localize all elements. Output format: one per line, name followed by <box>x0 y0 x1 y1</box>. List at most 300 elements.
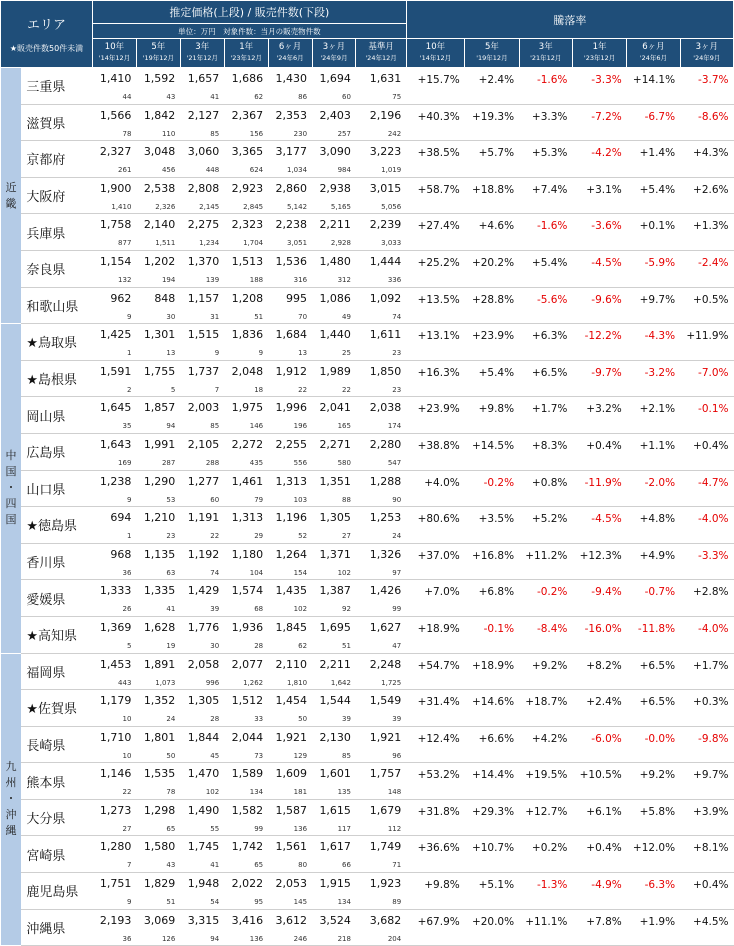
price-cell <box>180 799 224 836</box>
price-value: 1,574 <box>231 584 264 598</box>
price-cell <box>356 799 406 836</box>
price-value: 1,410 <box>99 72 132 85</box>
table-row <box>1 214 734 251</box>
col-sublabel: '21年12月 <box>186 54 218 62</box>
price-value: 1,535 <box>143 767 176 781</box>
change-rate-cell: +12.4% <box>406 726 465 763</box>
price-cell <box>93 214 137 251</box>
change-rate-cell: -9.4% <box>572 580 626 617</box>
col-label: 1年 <box>592 42 607 52</box>
change-rate-cell: -3.7% <box>680 68 733 105</box>
col-label: 3年 <box>538 42 553 52</box>
price-value: 1,566 <box>99 108 132 122</box>
price-cell <box>312 141 356 178</box>
change-rate-cell: +11.2% <box>519 543 572 580</box>
region-char: ・ <box>5 481 17 495</box>
prefecture-name: 熊本県 <box>21 763 92 800</box>
price-value: 1,776 <box>187 620 220 634</box>
change-rate-cell: -4.0% <box>680 616 733 653</box>
price-cell <box>224 763 268 800</box>
region-label <box>1 324 22 653</box>
price-value: 1,591 <box>99 364 132 378</box>
price-cell <box>224 690 268 727</box>
listing-count: 55 <box>210 824 220 833</box>
region-label <box>1 68 22 324</box>
price-value: 1,208 <box>231 291 264 305</box>
price-cell <box>224 433 268 470</box>
price-value: 1,369 <box>99 620 132 634</box>
listing-count: 230 <box>293 129 308 138</box>
listing-count: 1,511 <box>155 239 176 248</box>
change-rate-cell: -1.3% <box>519 873 572 910</box>
change-rate-cell: -8.6% <box>680 104 733 141</box>
listing-count: 30 <box>166 312 176 321</box>
listing-count: 74 <box>210 568 220 577</box>
price-cell <box>180 360 224 397</box>
listing-count: 75 <box>392 93 402 101</box>
price-value: 1,936 <box>231 620 264 634</box>
change-rate-cell: +3.2% <box>572 397 626 434</box>
price-value: 1,544 <box>319 694 351 708</box>
price-value: 1,758 <box>99 218 132 232</box>
price-cell <box>93 726 137 763</box>
listing-count: 33 <box>254 715 264 724</box>
price-cell <box>136 470 180 507</box>
price-value: 1,745 <box>187 840 220 854</box>
change-rate-cell: +36.6% <box>406 836 465 873</box>
price-cell <box>93 580 137 617</box>
price-cell <box>356 177 406 214</box>
price-value: 1,921 <box>275 730 308 744</box>
listing-count: 246 <box>293 934 308 943</box>
listing-count: 10 <box>122 715 132 724</box>
change-rate-cell: +3.3% <box>519 104 572 141</box>
price-cell <box>356 397 406 434</box>
price-cell <box>180 104 224 141</box>
price-cell <box>268 141 312 178</box>
listing-count: 31 <box>210 312 220 321</box>
prefecture-name: 香川県 <box>21 543 92 580</box>
price-cell <box>356 763 406 800</box>
change-rate-cell: +18.8% <box>465 177 519 214</box>
change-rate-cell: -6.0% <box>572 726 626 763</box>
listing-count: 580 <box>337 458 351 467</box>
change-rate-cell: +31.4% <box>406 690 465 727</box>
listing-count: 41 <box>166 605 176 614</box>
price-value: 1,146 <box>99 767 132 781</box>
price-cell <box>224 799 268 836</box>
price-value: 1,845 <box>275 620 308 634</box>
change-rate-cell: -1.6% <box>519 68 572 105</box>
price-value: 1,490 <box>187 803 220 817</box>
listing-count: 45 <box>210 751 220 760</box>
listing-count: 448 <box>205 166 220 175</box>
listing-count: 2,326 <box>155 202 176 211</box>
listing-count: 22 <box>122 788 132 797</box>
change-rate-cell: -2.4% <box>680 250 733 287</box>
change-rate-cell: +10.7% <box>465 836 519 873</box>
listing-count: 78 <box>166 788 176 797</box>
price-cell <box>312 177 356 214</box>
prefecture-name: 宮崎県 <box>21 836 92 873</box>
change-rate-cell: +4.5% <box>680 909 733 946</box>
change-rate-cell: +2.4% <box>572 690 626 727</box>
price-cell <box>136 177 180 214</box>
change-rate-cell: -1.6% <box>519 214 572 251</box>
price-value: 3,060 <box>187 145 220 159</box>
prefecture-name: 福岡県 <box>21 653 92 690</box>
price-value: 2,923 <box>231 181 264 195</box>
change-rate-cell: +13.1% <box>406 324 465 361</box>
listing-count: 196 <box>293 422 308 431</box>
price-cell <box>356 580 406 617</box>
listing-count: 43 <box>166 861 176 870</box>
price-value: 2,353 <box>275 108 308 122</box>
listing-count: 51 <box>254 312 264 321</box>
price-value: 1,512 <box>231 694 264 708</box>
change-rate-cell: -6.3% <box>627 873 680 910</box>
price-value: 3,090 <box>319 145 351 159</box>
price-cell <box>224 68 268 105</box>
price-cell <box>312 653 356 690</box>
listing-count: 110 <box>161 129 176 138</box>
col-sublabel: '21年12月 <box>530 54 562 62</box>
table-row <box>1 690 734 727</box>
col-label: 基準月 <box>368 42 394 52</box>
listing-count: 30 <box>210 641 220 650</box>
change-rate-cell: +14.1% <box>627 68 680 105</box>
table-row <box>1 470 734 507</box>
price-cell <box>312 616 356 653</box>
change-rate-cell: +13.5% <box>406 287 465 324</box>
change-rate-cell: +40.3% <box>406 104 465 141</box>
price-value: 2,053 <box>275 877 308 891</box>
price-cell <box>136 104 180 141</box>
price-cell <box>180 287 224 324</box>
listing-count: 23 <box>392 349 402 358</box>
change-rate-cell: -7.2% <box>572 104 626 141</box>
listing-count: 3,051 <box>286 239 308 248</box>
price-cell <box>93 68 137 105</box>
price-cell <box>312 104 356 141</box>
change-rate-cell: +7.4% <box>519 177 572 214</box>
col-sublabel: '14年12月 <box>98 54 131 62</box>
listing-count: 62 <box>254 93 264 101</box>
change-rate-cell: +38.5% <box>406 141 465 178</box>
change-rate-cell: -9.7% <box>572 360 626 397</box>
table-row <box>1 580 734 617</box>
price-cell <box>268 580 312 617</box>
price-value: 1,454 <box>275 694 308 708</box>
listing-count: 39 <box>342 715 351 724</box>
table-row <box>1 543 734 580</box>
change-rate-cell: -4.0% <box>680 507 733 544</box>
change-rate-cell: +9.2% <box>627 763 680 800</box>
prefecture-name: 奈良県 <box>21 250 92 287</box>
col-label: 6ヶ月 <box>642 42 665 52</box>
price-value: 1,238 <box>99 474 132 488</box>
prefecture-name: 京都府 <box>21 141 92 178</box>
price-value: 3,048 <box>143 145 176 159</box>
change-rate-cell: -0.2% <box>519 580 572 617</box>
listing-count: 73 <box>254 751 264 760</box>
change-rate-cell: +6.5% <box>627 690 680 727</box>
change-rate-cell: +18.9% <box>406 616 465 653</box>
listing-count: 43 <box>166 93 176 101</box>
price-value: 1,915 <box>319 877 351 891</box>
price-cell <box>93 543 137 580</box>
price-cell <box>312 360 356 397</box>
price-cell <box>224 836 268 873</box>
prefecture-name: 沖縄県 <box>21 909 92 946</box>
price-cell <box>180 470 224 507</box>
change-rate-cell: +6.1% <box>572 799 626 836</box>
table-row <box>1 726 734 763</box>
change-rate-cell: +18.9% <box>465 653 519 690</box>
price-cell <box>268 690 312 727</box>
price-cell <box>93 653 137 690</box>
listing-count: 19 <box>166 641 176 650</box>
price-cell <box>356 836 406 873</box>
listing-count: 9 <box>258 349 264 358</box>
col-label: 5年 <box>484 42 499 52</box>
listing-count: 51 <box>342 641 351 650</box>
price-value: 1,679 <box>369 803 402 817</box>
listing-count: 9 <box>126 312 132 321</box>
change-rate-cell: +2.4% <box>465 68 519 105</box>
change-rate-cell: +11.9% <box>680 324 733 361</box>
col-sublabel: '24年6月 <box>276 54 304 62</box>
price-col-header <box>268 39 312 68</box>
price-value: 2,044 <box>231 730 264 744</box>
region-char: 国 <box>5 513 17 527</box>
price-value: 1,191 <box>187 511 220 525</box>
price-value: 1,092 <box>369 291 402 305</box>
listing-count: 1,642 <box>330 678 351 687</box>
change-rate-cell: +7.8% <box>572 909 626 946</box>
price-cell <box>268 360 312 397</box>
price-value: 3,524 <box>319 913 351 927</box>
price-value: 2,140 <box>143 218 176 232</box>
change-rate-cell: +10.5% <box>572 763 626 800</box>
listing-count: 94 <box>210 934 220 943</box>
col-sublabel: '24年9月 <box>693 54 721 62</box>
change-rate-cell: +4.9% <box>627 543 680 580</box>
price-cell <box>93 177 137 214</box>
listing-count: 9 <box>214 349 220 358</box>
change-rate-cell: +3.9% <box>680 799 733 836</box>
price-value: 1,425 <box>99 328 132 342</box>
price-cell <box>268 543 312 580</box>
price-cell <box>136 287 180 324</box>
price-cell <box>180 507 224 544</box>
price-value: 1,836 <box>231 328 264 342</box>
change-rate-cell: +0.4% <box>680 873 733 910</box>
price-value: 2,105 <box>187 437 220 451</box>
col-label: 3ヶ月 <box>322 42 346 52</box>
price-value: 2,271 <box>319 437 351 451</box>
price-cell <box>224 873 268 910</box>
price-cell <box>312 799 356 836</box>
change-col-header <box>680 39 733 68</box>
price-value: 962 <box>110 291 132 305</box>
price-cell <box>136 653 180 690</box>
table-row <box>1 324 734 361</box>
price-cell <box>180 580 224 617</box>
price-cell <box>136 214 180 251</box>
change-rate-cell: -11.8% <box>627 616 680 653</box>
price-value: 1,135 <box>143 547 176 561</box>
price-cell <box>312 397 356 434</box>
change-rate-cell: +16.3% <box>406 360 465 397</box>
change-rate-cell: +0.2% <box>519 836 572 873</box>
price-col-header <box>180 39 224 68</box>
listing-count: 92 <box>342 605 351 614</box>
price-value: 3,177 <box>275 145 308 159</box>
listing-count: 165 <box>337 422 351 431</box>
col-sublabel: '19年12月 <box>476 54 508 62</box>
price-cell <box>356 873 406 910</box>
price-value: 1,643 <box>99 437 132 451</box>
price-value: 1,288 <box>369 474 402 488</box>
listing-count: 102 <box>337 568 351 577</box>
listing-count: 257 <box>337 129 351 138</box>
listing-count: 52 <box>298 532 308 541</box>
listing-count: 443 <box>118 678 132 687</box>
change-rate-cell: -7.0% <box>680 360 733 397</box>
listing-count: 89 <box>392 898 402 907</box>
price-value: 2,130 <box>319 730 351 744</box>
price-value: 1,326 <box>369 547 402 561</box>
change-rate-cell: +12.3% <box>572 543 626 580</box>
price-cell <box>180 68 224 105</box>
listing-count: 996 <box>205 678 220 687</box>
area-note: ★販売件数50件未満 <box>9 44 84 53</box>
price-cell <box>180 616 224 653</box>
price-value: 3,315 <box>187 913 220 927</box>
col-label: 5年 <box>151 42 166 52</box>
price-value: 1,617 <box>319 840 351 854</box>
listing-count: 99 <box>392 605 402 614</box>
listing-count: 102 <box>205 788 220 797</box>
listing-count: 1,725 <box>381 678 402 687</box>
price-value: 1,857 <box>143 401 176 415</box>
listing-count: 85 <box>210 422 220 431</box>
change-rate-cell: +5.8% <box>627 799 680 836</box>
listing-count: 7 <box>126 861 132 870</box>
price-cell <box>312 726 356 763</box>
listing-count: 146 <box>249 422 264 431</box>
price-value: 1,305 <box>319 511 351 525</box>
change-rate-cell: -4.5% <box>572 507 626 544</box>
prefecture-name: 鹿児島県 <box>21 873 92 910</box>
prefecture-name: 長崎県 <box>21 726 92 763</box>
price-cell <box>224 909 268 946</box>
price-cell <box>136 543 180 580</box>
price-value: 3,682 <box>369 913 402 927</box>
prefecture-name: 広島県 <box>21 433 92 470</box>
price-cell <box>93 324 137 361</box>
listing-count: 136 <box>249 934 264 943</box>
price-value: 1,461 <box>231 474 264 488</box>
price-cell <box>268 616 312 653</box>
price-cell <box>268 177 312 214</box>
price-value: 2,127 <box>187 108 220 122</box>
listing-count: 132 <box>118 275 132 284</box>
price-cell <box>356 250 406 287</box>
change-col-header <box>572 39 626 68</box>
listing-count: 2,145 <box>199 202 220 211</box>
listing-count: 26 <box>122 605 132 614</box>
listing-count: 316 <box>293 275 308 284</box>
price-value: 1,737 <box>187 364 220 378</box>
price-cell <box>356 726 406 763</box>
price-cell <box>224 397 268 434</box>
price-value: 1,694 <box>319 72 351 85</box>
change-rate-cell: +14.5% <box>465 433 519 470</box>
listing-count: 79 <box>254 495 264 504</box>
price-value: 3,069 <box>143 913 176 927</box>
listing-count: 36 <box>122 568 132 577</box>
price-cell <box>93 397 137 434</box>
listing-count: 23 <box>166 532 176 541</box>
listing-count: 86 <box>298 93 308 101</box>
price-value: 1,264 <box>275 547 308 561</box>
price-value: 1,912 <box>275 364 308 378</box>
listing-count: 65 <box>254 861 264 870</box>
listing-count: 242 <box>387 129 402 138</box>
price-value: 1,601 <box>319 767 351 781</box>
listing-count: 103 <box>293 495 308 504</box>
table-row <box>1 250 734 287</box>
listing-count: 134 <box>337 898 351 907</box>
listing-count: 62 <box>298 641 308 650</box>
prefecture-name: 大阪府 <box>21 177 92 214</box>
price-value: 3,223 <box>369 145 402 159</box>
change-rate-cell: +25.2% <box>406 250 465 287</box>
price-value: 1,592 <box>143 72 176 85</box>
change-rate-cell: +5.4% <box>465 360 519 397</box>
change-col-header <box>627 39 680 68</box>
price-cell <box>312 214 356 251</box>
change-rate-cell: +0.4% <box>572 433 626 470</box>
price-value: 1,305 <box>187 694 220 708</box>
change-rate-cell: +5.2% <box>519 507 572 544</box>
listing-count: 23 <box>392 385 402 394</box>
price-cell <box>93 909 137 946</box>
listing-count: 99 <box>254 824 264 833</box>
change-rate-cell: -11.9% <box>572 470 626 507</box>
change-rate-cell: +53.2% <box>406 763 465 800</box>
price-col-header <box>312 39 356 68</box>
price-value: 1,290 <box>143 474 176 488</box>
listing-count: 1,234 <box>199 239 220 248</box>
change-rate-cell: +80.6% <box>406 507 465 544</box>
price-cell <box>224 287 268 324</box>
change-rate-cell: +9.8% <box>406 873 465 910</box>
change-rate-cell: +4.8% <box>627 507 680 544</box>
listing-count: 28 <box>254 641 264 650</box>
region-char: 沖 <box>5 808 17 822</box>
change-rate-cell: -8.4% <box>519 616 572 653</box>
change-rate-cell: +2.8% <box>680 580 733 617</box>
change-rate-cell: +3.5% <box>465 507 519 544</box>
listing-count: 1,262 <box>243 678 264 687</box>
price-value: 3,416 <box>231 913 264 927</box>
price-cell <box>136 507 180 544</box>
change-rate-cell: -0.7% <box>627 580 680 617</box>
listing-count: 50 <box>166 751 176 760</box>
